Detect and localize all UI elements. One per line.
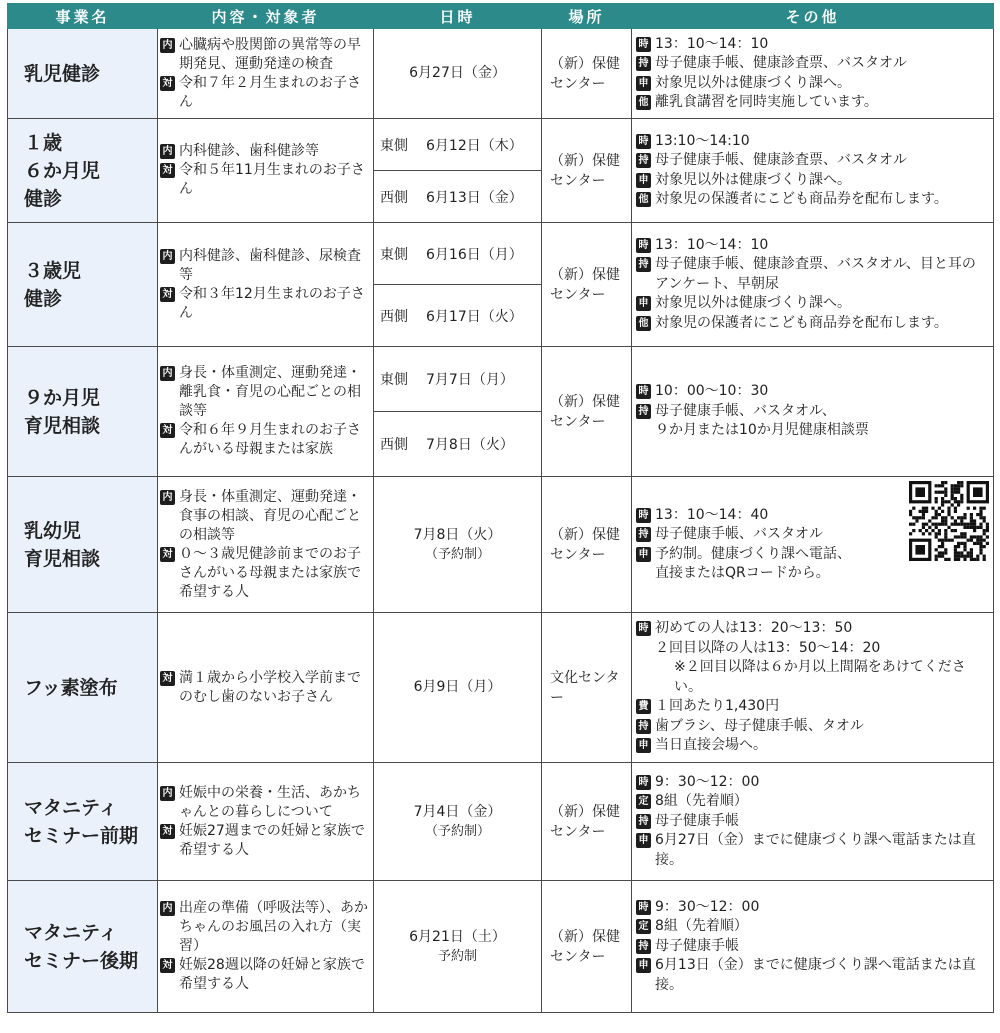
other-badge-icon: 時 <box>636 134 651 149</box>
content-text: ０～３歳児健診前までのお子さんがいる母親または家族で希望する人 <box>179 545 361 600</box>
content-badge-icon: 内 <box>160 901 175 916</box>
program-name-line: ９か月児 <box>24 386 101 409</box>
other-text: 6月27日（金）までに健康づくり課へ電話または直接。 <box>655 832 976 868</box>
content-cell <box>158 881 374 1013</box>
content-item <box>160 285 369 323</box>
content-cell <box>158 29 374 119</box>
other-badge-icon: 時 <box>636 621 651 636</box>
other-item <box>636 773 989 793</box>
program-name-line: 育児相談 <box>24 547 101 570</box>
qr-code-icon[interactable] <box>909 481 989 561</box>
program-name-line: セミナー後期 <box>24 949 139 972</box>
content-badge-icon: 内 <box>160 249 175 264</box>
other-text: 13：10～14：10 <box>655 236 769 253</box>
program-name-line: マタニティ <box>24 921 118 944</box>
date-west <box>374 171 542 223</box>
content-badge-icon: 内 <box>160 144 175 159</box>
other-badge-icon: 他 <box>636 316 651 331</box>
content-item <box>160 364 369 421</box>
other-badge-icon: 持 <box>636 814 651 829</box>
other-badge-icon: 定 <box>636 919 651 934</box>
date-value: 6月9日（月） <box>413 679 502 695</box>
other-item <box>636 74 989 94</box>
content-badge-icon: 対 <box>160 671 175 686</box>
table-row <box>8 613 994 763</box>
other-item <box>636 717 989 737</box>
other-text: 9：30～12：00 <box>655 773 760 790</box>
date-value: 6月13日（金） <box>426 189 523 206</box>
program-name <box>8 763 158 881</box>
other-badge-icon: 持 <box>636 257 651 272</box>
table-row <box>8 881 994 1013</box>
program-name <box>8 613 158 763</box>
other-cell <box>632 29 994 119</box>
program-name-line: セミナー前期 <box>24 824 139 847</box>
date-cell <box>374 763 542 881</box>
program-name-line: ６か月児 <box>24 159 101 182</box>
other-text: 歯ブラシ、母子健康手帳、タオル <box>655 717 864 734</box>
other-text: ※２回目以降は６か月以上間隔をあけてください。 <box>674 659 966 695</box>
content-cell <box>158 347 374 477</box>
program-name <box>8 477 158 613</box>
other-item <box>636 898 989 918</box>
program-name-line: 乳幼児 <box>24 519 82 542</box>
content-text: 心臓病や股関節の異常等の早期発見、運動発達の検査 <box>179 36 361 72</box>
other-item <box>636 564 989 584</box>
other-text: 対象児以外は健康づくり課へ。 <box>655 295 851 312</box>
program-name-line: 健診 <box>24 187 63 210</box>
date-value: 7月8日（火） <box>413 526 502 543</box>
other-text: １回あたり1,430円 <box>655 698 780 715</box>
date-value: 7月8日（火） <box>426 437 514 453</box>
other-cell <box>632 613 994 763</box>
content-cell <box>158 477 374 613</box>
other-item <box>636 382 989 402</box>
content-badge-icon: 内 <box>160 786 175 801</box>
date-cell <box>374 477 542 613</box>
date-side-label: 東側 <box>380 137 408 154</box>
other-text: 対象児の保護者にこども商品券を配布します。 <box>655 191 948 207</box>
content-item <box>160 669 369 707</box>
date-side-label: 東側 <box>380 246 408 263</box>
program-name-line: 育児相談 <box>24 414 101 437</box>
date-side-label: 西側 <box>380 437 408 453</box>
date-side-label: 東側 <box>380 372 408 388</box>
other-item <box>636 812 989 832</box>
content-item <box>160 74 369 112</box>
content-text: 出産の準備（呼吸法等）、あかちゃんのお風呂の入れ方（実習） <box>179 900 368 954</box>
date-east <box>374 347 542 412</box>
other-text: 母子健康手帳 <box>655 937 739 954</box>
content-item <box>160 36 369 74</box>
place-cell: （新）保健センター <box>542 763 632 881</box>
date-note: （予約制） <box>424 546 490 562</box>
other-cell <box>632 223 994 347</box>
content-badge-icon: 対 <box>160 958 175 973</box>
other-text: 対象児以外は健康づくり課へ。 <box>655 171 851 188</box>
content-text: 妊娠28週以降の妊婦と家族で希望する人 <box>179 957 365 992</box>
table-header-row <box>8 4 994 29</box>
table-row <box>8 119 994 171</box>
other-text: 母子健康手帳、健康診査票、バスタオル <box>655 152 907 168</box>
other-badge-icon: 申 <box>636 296 651 311</box>
other-badge-icon: 時 <box>636 775 651 790</box>
place-cell: （新）保健センター <box>542 347 632 477</box>
program-name <box>8 223 158 347</box>
other-badge-icon: 申 <box>636 173 651 188</box>
health-schedule-table <box>7 3 994 1013</box>
date-value: 7月7日（月） <box>426 372 514 388</box>
content-cell <box>158 119 374 223</box>
other-item <box>636 255 989 294</box>
other-item <box>636 792 989 812</box>
other-item <box>636 151 989 171</box>
content-badge-icon: 対 <box>160 824 175 839</box>
date-value: 6月12日（木） <box>426 137 523 154</box>
other-badge-icon: 他 <box>636 192 651 207</box>
other-item <box>636 294 989 314</box>
other-item <box>636 402 989 422</box>
content-item <box>160 247 369 285</box>
date-value: 6月21日（土） <box>409 928 506 945</box>
other-item <box>636 35 989 55</box>
place-cell: （新）保健センター <box>542 223 632 347</box>
other-cell <box>632 119 994 223</box>
other-item <box>636 190 989 210</box>
program-name-line: フッ素塗布 <box>24 676 118 699</box>
other-badge-icon: 持 <box>636 939 651 954</box>
other-text: 10：00～10：30 <box>655 383 769 400</box>
other-text: ２回目以降の人は13：50～14：20 <box>655 639 881 656</box>
other-badge-icon: 持 <box>636 719 651 734</box>
table-row <box>8 477 994 613</box>
table-row <box>8 763 994 881</box>
content-text: 身長・体重測定、運動発達・食事の相談、育児の心配ごとの相談等 <box>179 488 361 543</box>
program-name-line: ３歳児 <box>24 259 82 282</box>
content-item <box>160 899 369 956</box>
other-text: 9：30～12：00 <box>655 898 760 915</box>
other-item <box>636 421 989 441</box>
program-name-line: １歳 <box>24 131 63 154</box>
date-value: 6月17日（火） <box>426 308 523 325</box>
program-name-line: 健診 <box>24 287 63 310</box>
other-text: 母子健康手帳、バスタオル、 <box>655 402 836 419</box>
place-cell: （新）保健センター <box>542 29 632 119</box>
content-cell <box>158 613 374 763</box>
content-item <box>160 488 369 545</box>
other-item <box>636 736 989 756</box>
date-value: 6月27日（金） <box>409 65 506 81</box>
other-cell <box>632 763 994 881</box>
other-badge-icon: 申 <box>636 76 651 91</box>
other-badge-icon: 持 <box>636 404 651 419</box>
other-text: 直接またはQRコードから。 <box>655 565 830 581</box>
date-side-label: 西側 <box>380 308 408 325</box>
content-text: 令和５年11月生まれのお子さん <box>179 162 365 197</box>
other-cell <box>632 477 994 613</box>
content-badge-icon: 対 <box>160 163 175 178</box>
other-badge-icon: 申 <box>636 738 651 753</box>
other-item <box>636 314 989 334</box>
content-badge-icon: 対 <box>160 76 175 91</box>
other-text: 13:10～14:10 <box>655 132 750 149</box>
other-badge-icon: 持 <box>636 153 651 168</box>
other-item <box>636 639 989 659</box>
other-badge-icon: 時 <box>636 384 651 399</box>
table-row <box>8 347 994 412</box>
other-item <box>636 619 989 639</box>
content-badge-icon: 対 <box>160 547 175 562</box>
content-cell <box>158 763 374 881</box>
content-item <box>160 161 369 199</box>
content-badge-icon: 内 <box>160 490 175 505</box>
other-text: 6月13日（金）までに健康づくり課へ電話または直接。 <box>655 957 976 993</box>
other-text: 母子健康手帳、バスタオル <box>655 526 823 542</box>
other-text: 対象児の保護者にこども商品券を配布します。 <box>655 314 948 331</box>
date-side-label: 西側 <box>380 189 408 206</box>
place-cell: （新）保健センター <box>542 881 632 1013</box>
place-cell: 文化センター <box>542 613 632 763</box>
schedule-table-wrapper <box>7 3 994 1013</box>
other-cell <box>632 347 994 477</box>
other-item <box>636 93 989 113</box>
content-item <box>160 956 369 994</box>
other-badge-icon: 費 <box>636 699 651 714</box>
other-item <box>636 956 989 995</box>
other-badge-icon: 持 <box>636 56 651 71</box>
content-text: 内科健診、歯科健診、尿検査等 <box>179 247 361 283</box>
header-place: 場所 <box>542 4 632 29</box>
content-badge-icon: 内 <box>160 366 175 381</box>
other-item <box>636 54 989 74</box>
other-text: 予約制。健康づくり課へ電話、 <box>655 545 851 562</box>
other-text: 対象児以外は健康づくり課へ。 <box>655 74 851 91</box>
content-cell <box>158 223 374 347</box>
other-text: 当日直接会場へ。 <box>655 737 767 754</box>
date-cell <box>374 613 542 763</box>
other-badge-icon: 他 <box>636 95 651 110</box>
content-text: 満１歳から小学校入学前までのむし歯のないお子さん <box>179 669 361 705</box>
table-body <box>8 29 994 1013</box>
program-name <box>8 29 158 119</box>
content-text: 妊娠中の栄養・生活、あかちゃんとの暮らしについて <box>179 784 361 820</box>
other-text: 離乳食講習を同時実施しています。 <box>655 94 878 110</box>
other-text: ９か月または10か月児健康相談票 <box>655 422 869 439</box>
other-badge-icon: 時 <box>636 238 651 253</box>
other-item <box>636 831 989 870</box>
program-name-line: マタニティ <box>24 796 118 819</box>
other-item <box>636 658 989 697</box>
other-cell <box>632 881 994 1013</box>
other-text: 母子健康手帳、健康診査票、バスタオル、目と耳のアンケート、早朝尿 <box>655 256 976 292</box>
place-cell: （新）保健センター <box>542 119 632 223</box>
other-text: 13：10～14：10 <box>655 35 769 52</box>
table-row <box>8 29 994 119</box>
other-badge-icon: 申 <box>636 833 651 848</box>
content-text: 令和７年２月生まれのお子さん <box>179 74 361 110</box>
other-text: 母子健康手帳、健康診査票、バスタオル <box>655 55 907 71</box>
date-note: 予約制 <box>437 948 477 964</box>
other-item <box>636 171 989 191</box>
date-value: 6月16日（月） <box>426 246 523 263</box>
date-value: 7月4日（金） <box>413 803 502 820</box>
other-item <box>636 937 989 957</box>
other-text: 13：10～14：40 <box>655 506 769 523</box>
program-name-line: 乳児健診 <box>24 62 101 85</box>
place-cell: （新）保健センター <box>542 477 632 613</box>
content-item <box>160 545 369 602</box>
table-row <box>8 223 994 285</box>
content-item <box>160 822 369 860</box>
date-cell <box>374 29 542 119</box>
other-item <box>636 236 989 256</box>
date-east <box>374 223 542 285</box>
content-item <box>160 421 369 459</box>
other-badge-icon: 時 <box>636 508 651 523</box>
content-text: 内科健診、歯科健診等 <box>179 143 319 159</box>
content-text: 身長・体重測定、運動発達・離乳食・育児の心配ごとの相談等 <box>179 365 361 419</box>
content-item <box>160 784 369 822</box>
other-text: 8組（先着順） <box>655 793 748 810</box>
other-text: 初めての人は13：20～13：50 <box>655 620 853 637</box>
other-badge-icon: 申 <box>636 958 651 973</box>
program-name <box>8 347 158 477</box>
content-text: 令和６年９月生まれのお子さんがいる母親または家族 <box>179 422 361 457</box>
other-text: 8組（先着順） <box>655 918 748 935</box>
program-name <box>8 881 158 1013</box>
other-badge-icon: 定 <box>636 794 651 809</box>
header-content: 内容・対象者 <box>158 4 374 29</box>
content-badge-icon: 内 <box>160 38 175 53</box>
date-note: （予約制） <box>424 823 490 839</box>
other-text: 母子健康手帳 <box>655 812 739 829</box>
other-item <box>636 917 989 937</box>
date-west <box>374 285 542 347</box>
other-badge-icon: 申 <box>636 547 651 562</box>
date-cell <box>374 881 542 1013</box>
content-item <box>160 142 369 161</box>
other-item <box>636 132 989 152</box>
content-text: 令和３年12月生まれのお子さん <box>179 285 365 321</box>
content-text: 妊娠27週までの妊婦と家族で希望する人 <box>179 822 365 858</box>
header-other: その他 <box>632 4 994 29</box>
other-badge-icon: 時 <box>636 37 651 52</box>
header-name: 事業名 <box>8 4 158 29</box>
header-date: 日時 <box>374 4 542 29</box>
other-item <box>636 697 989 717</box>
content-badge-icon: 対 <box>160 287 175 302</box>
other-badge-icon: 持 <box>636 527 651 542</box>
content-badge-icon: 対 <box>160 423 175 438</box>
date-east <box>374 119 542 171</box>
date-west <box>374 412 542 477</box>
other-badge-icon: 時 <box>636 900 651 915</box>
program-name <box>8 119 158 223</box>
